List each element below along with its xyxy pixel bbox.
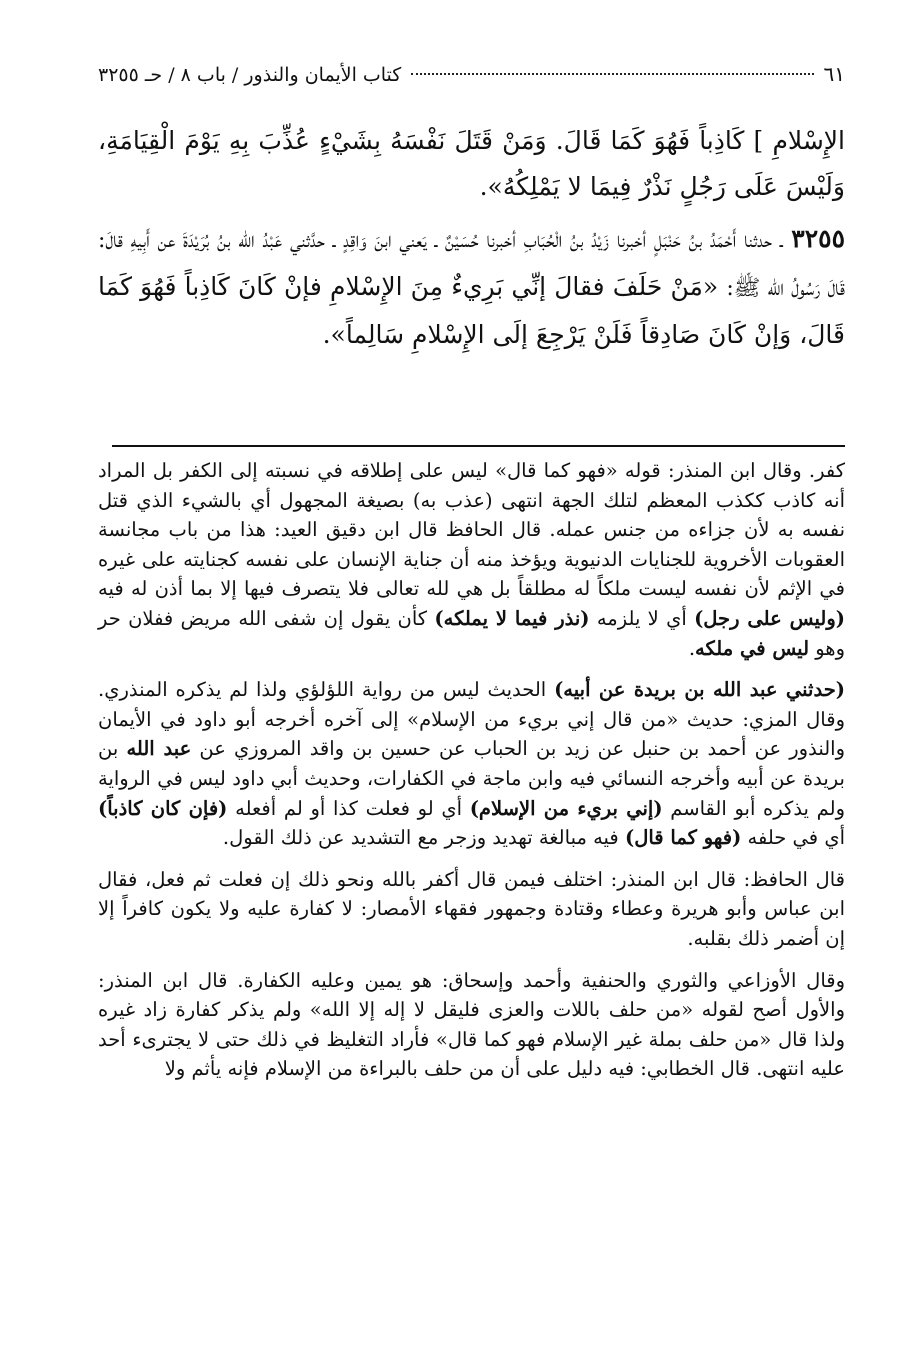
commentary-lemma: (فإن كان كاذباً) bbox=[98, 796, 228, 820]
running-header bbox=[98, 62, 845, 86]
commentary-text: بن بريدة عن أبيه وأخرجه النسائي فيه وابن ماجة في الكفارات، وحديث أبي داود ليس في الرواية ولم يذكره أبو القاسم bbox=[98, 737, 845, 820]
hadith-number: ٣٢٥٥ bbox=[791, 224, 845, 253]
header-title: كتاب الأيمان والنذور / باب ٨ / حـ ٣٢٥٥ bbox=[98, 64, 402, 86]
footnote-divider bbox=[112, 445, 845, 447]
hadith-3255 bbox=[98, 216, 845, 358]
commentary-text: (عذب به) bbox=[412, 488, 493, 512]
commentary-text: أي لو فعلت كذا أو لم أفعله bbox=[235, 796, 463, 820]
commentary-lemma: (وليس على رجل) bbox=[694, 606, 845, 630]
hadith-text bbox=[98, 118, 845, 364]
header-dotted-leader bbox=[411, 73, 813, 75]
hadith-continuation: الإِسْلامِ ] كَاذِباً فَهُوَ كَمَا قَالَ. وَمَنْ قَتَلَ نَفْسَهُ بِشَيْءٍ عُذِّبَ بِهِ يَوْمَ الْقِيَامَةِ، وَلَيْسَ عَلَى رَجُلٍ نَذْرٌ فِيمَا لا يَمْلِكُهُ». bbox=[98, 126, 845, 201]
commentary-text: بصيغة المجهول أي بالشيء الذي قتل نفسه به لأن جزاءه من جنس عمله. قال الحافظ قال ابن دقيق العيد: هذا من باب مجانسة العقوبات الأخروية للجنايات الدنيوية ويؤخذ منه أن جناية الإنسان على نفسه كجنايته على غيره في الإثم لأن نفسه ليست ملكاً له مطلقاً بل هي لله تعالى فلا يتصرف فيها إلا بما أذن له فيه bbox=[98, 488, 845, 601]
commentary-text: كفر. وقال ابن المنذر: قوله «فهو كما قال» ليس على إطلاقه في نسبته إلى الكفر بل المراد أنه كاذب ككذب المعظم لتلك الجهة انتهى bbox=[98, 459, 846, 512]
commentary-text: الحديث ليس من رواية اللؤلؤي ولذا لم يذكره المنذري. وقال المزي: حديث «من قال إني بريء من الإسلام» إلى آخره أخرجه أبو داود في الأيمان والنذور عن أحمد بن حنبل عن زيد بن الحباب عن حسين بن واقد المروزي عن bbox=[98, 678, 845, 761]
commentary bbox=[98, 456, 845, 1094]
hadith-isnad: ـ حدثنا أَحْمَدُ بنُ حَنْبَلٍ أخبرنا زَيْدُ بنُ الْحُبَابِ أخبرنا حُسَيْنٌ ـ يَعني ابنَ وَاقِدٍ ـ حدَّثني عَبْدُ الله بنُ بُرَيْدَةَ عن أَبِيهِ قالَ: قَالَ رَسُولُ الله ﷺ: bbox=[98, 228, 845, 301]
page-number: ٦١ bbox=[823, 62, 845, 86]
hadith-matn: «مَنْ حَلَفَ فقالَ إنِّي بَرِيءٌ مِنَ الإِسْلامِ فإنْ كَانَ كَاذِباً فَهُوَ كَمَا قَالَ، وَإنْ كَانَ صَادِقاً فَلَنْ يَرْجِعَ إلَى الإِسْلامِ سَالِماً». bbox=[98, 272, 845, 349]
commentary-text: كأن يقول إن شفى الله مريض ففلان حر وهو bbox=[98, 606, 845, 660]
commentary-emphasis: عبد الله bbox=[126, 737, 192, 761]
commentary-paragraph-3: قال الحافظ: قال ابن المنذر: اختلف فيمن قال أكفر بالله ونحو ذلك إن فعلت ثم فعل، فقال ابن عباس وأبو هريرة وعطاء وقتادة وجمهور فقهاء الأمصار: لا كفارة عليه ولا يكون كافراً إلا إن أضمر ذلك بقلبه. bbox=[98, 867, 845, 950]
commentary-paragraph-1: كفر. وقال ابن المنذر: قوله «فهو كما قال» ليس على إطلاقه في نسبته إلى الكفر بل المراد أنه كاذب ككذب المعظم لتلك الجهة انتهى (عذب به) بصيغة المجهول أي بالشيء الذي قتل نفسه به لأن جزاءه من جنس عمله. قال الحافظ قال ابن دقيق العيد: هذا من باب مجانسة العقوبات الأخروية للجنايات الدنيوية ويؤخذ منه أن جناية الإنسان على نفسه كجنايته على غيره في الإثم لأن نفسه ليست ملكاً له مطلقاً بل هي لله تعالى فلا يتصرف فيها إلا بما أذن له فيه (وليس على رجل) أي لا يلزمه (نذر فيما لا يملكه) كأن يقول إن شفى الله مريض ففلان حر وهو ليس في ملكه. bbox=[98, 459, 846, 660]
commentary-lemma: (إني بريء من الإسلام) bbox=[469, 796, 663, 820]
commentary-paragraph-4: وقال الأوزاعي والثوري والحنفية وأحمد وإسحاق: هو يمين وعليه الكفارة. قال ابن المنذر: والأول أصح لقوله «من حلف باللات والعزى فليقل لا إله إلا الله» ولم يذكر كفارة زاد غيره ولذا قال «من حلف بملة غير الإسلام فهو كما قال» فأراد التغليظ في ذلك حتى لا يجترىء أحد عليه انتهى. قال الخطابي: فيه دليل على أن من حلف بالبراءة من الإسلام فإنه يأثم ولا bbox=[98, 968, 845, 1081]
commentary-text: فيه مبالغة تهديد وزجر مع التشديد عن ذلك القول. bbox=[222, 826, 619, 850]
commentary-text: أي في حلفه bbox=[747, 826, 845, 850]
commentary-paragraph-2 bbox=[98, 675, 845, 853]
commentary-emphasis: ليس في ملكه bbox=[695, 636, 810, 660]
commentary-lemma: (فهو كما قال) bbox=[624, 826, 742, 850]
commentary-text: أي لا يلزمه bbox=[596, 606, 687, 630]
commentary-lemma: (نذر فيما لا يملكه) bbox=[434, 606, 590, 630]
commentary-lemma: (حدثني عبد الله بن بريدة عن أبيه) bbox=[554, 678, 845, 702]
